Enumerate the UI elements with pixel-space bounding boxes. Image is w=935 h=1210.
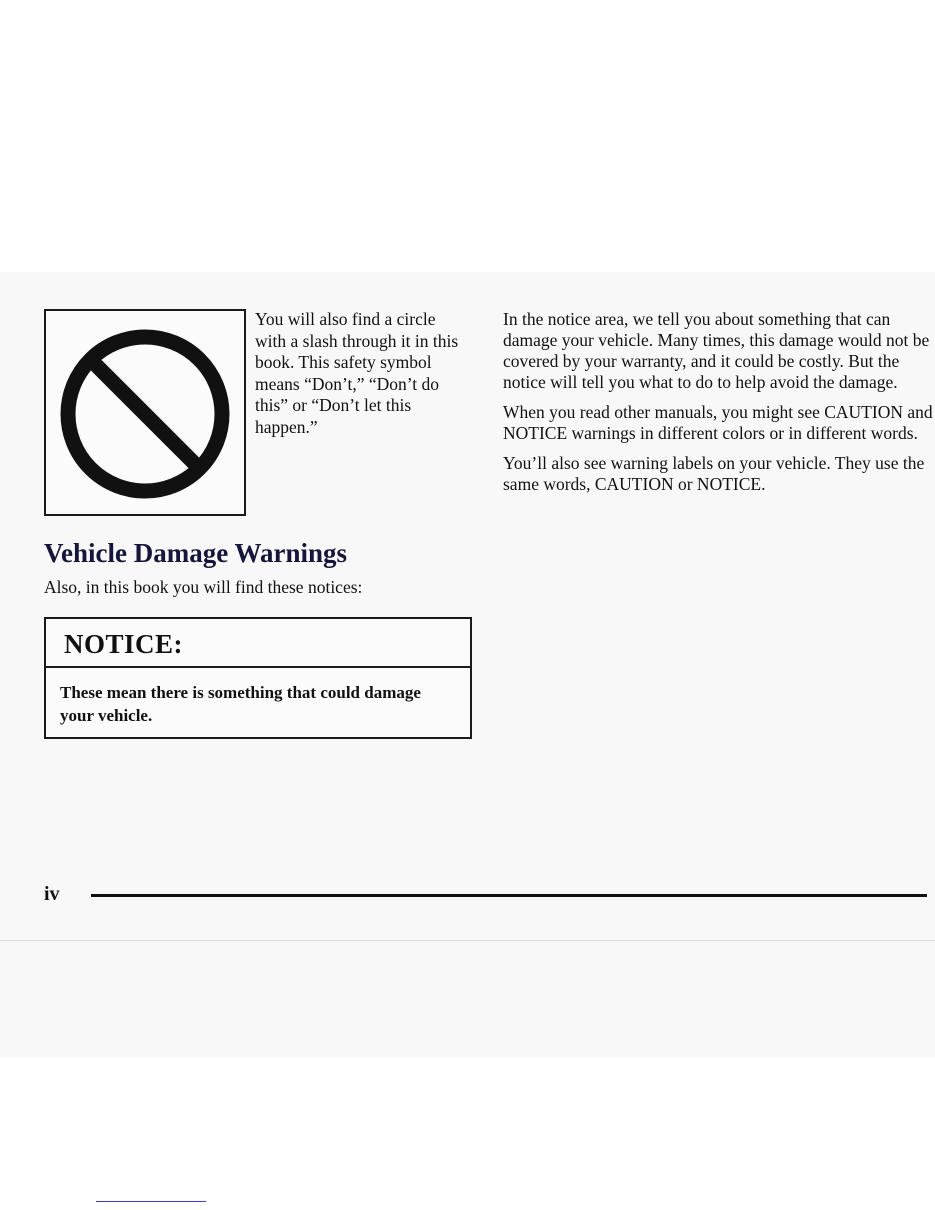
- paragraph-notice-area: In the notice area, we tell you about something that can damage your vehicle. Many times, this damage would not be covered by your warranty, and it could be costly. But the notice will tell you what to do to help avoid the damage.: [503, 309, 930, 392]
- page-edge-rule: [0, 940, 935, 941]
- notice-title: NOTICE:: [64, 629, 184, 659]
- safety-symbol-box: [44, 309, 246, 516]
- page-number: iv: [44, 883, 60, 905]
- notice-box: [44, 617, 472, 739]
- right-column: [503, 309, 933, 504]
- circle-slash-icon: [56, 325, 234, 503]
- notice-body: These mean there is something that could damage your vehicle.: [60, 683, 421, 725]
- bottom-link-underline: [96, 1201, 206, 1202]
- section-heading: Vehicle Damage Warnings: [44, 538, 348, 568]
- paragraph-other-manuals: When you read other manuals, you might see CAUTION and NOTICE warnings in different colors or in different words.: [503, 402, 933, 443]
- notice-divider: [46, 666, 470, 668]
- section-intro: Also, in this book you will find these notices:: [44, 577, 363, 597]
- footer-rule: [91, 894, 927, 897]
- symbol-description: You will also find a circle with a slash through it in this book. This safety symbol means “Don’t,” “Don’t do this” or “Don’t let this happen.”: [255, 309, 459, 437]
- paragraph-warning-labels: You’ll also see warning labels on your vehicle. They use the same words, CAUTION or NOTICE.: [503, 453, 925, 494]
